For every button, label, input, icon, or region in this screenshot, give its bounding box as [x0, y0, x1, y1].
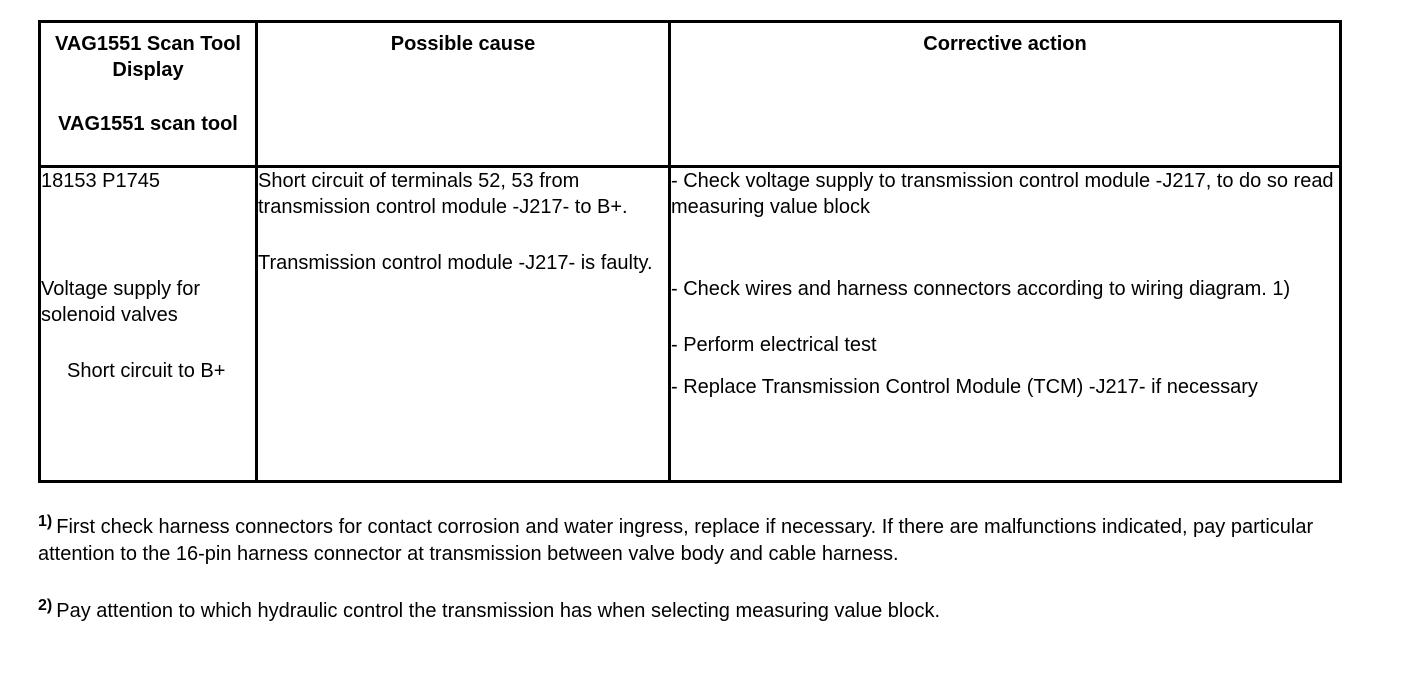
fault-code: 18153 P1745 — [41, 170, 161, 192]
fault-sub-description: Short circuit to B+ — [67, 360, 226, 382]
fault-description: Voltage supply for solenoid valves — [41, 278, 200, 326]
footnote-text: Pay attention to which hydraulic control the transmission has when selecting measuring value block. — [56, 600, 941, 622]
footnote-text: First check harness connectors for contact corrosion and water ingress, replace if necessary. If there are malfunctions indicated, pay particular attention to the 16-pin harness connector at transmission between valve body and cable harness. — [38, 516, 1314, 565]
action-item: - Check voltage supply to transmission control module -J217, to do so read measuring value block — [671, 170, 1334, 218]
table-header-row — [40, 22, 1341, 167]
action-item: - Perform electrical test — [671, 334, 877, 356]
header-action-label: Corrective action — [923, 33, 1087, 55]
footnotes — [38, 514, 1358, 625]
cause-item: Short circuit of terminals 52, 53 from transmission control module -J217- to B+. — [258, 170, 628, 218]
header-scan-tool-display — [40, 22, 257, 167]
header-possible-cause — [257, 22, 670, 167]
action-item: - Replace Transmission Control Module (TCM) -J217- if necessary — [671, 376, 1258, 398]
footnote-2 — [38, 598, 1358, 625]
header-cause-label: Possible cause — [390, 33, 536, 55]
footnote-marker: 2) — [38, 597, 53, 614]
footnote-marker: 1) — [38, 513, 53, 530]
cell-corrective-action — [670, 167, 1341, 482]
header-display-line1: VAG1551 Scan Tool Display — [55, 33, 241, 81]
fault-code-table — [38, 20, 1342, 483]
cell-scan-tool-display — [40, 167, 257, 482]
cause-item: Transmission control module -J217- is faulty. — [258, 252, 653, 274]
header-display-line2: VAG1551 scan tool — [58, 113, 238, 135]
footnote-1 — [38, 514, 1358, 568]
action-item: - Check wires and harness connectors according to wiring diagram. 1) — [671, 278, 1291, 300]
table-row — [40, 167, 1341, 482]
cell-possible-cause — [257, 167, 670, 482]
header-corrective-action — [670, 22, 1341, 167]
